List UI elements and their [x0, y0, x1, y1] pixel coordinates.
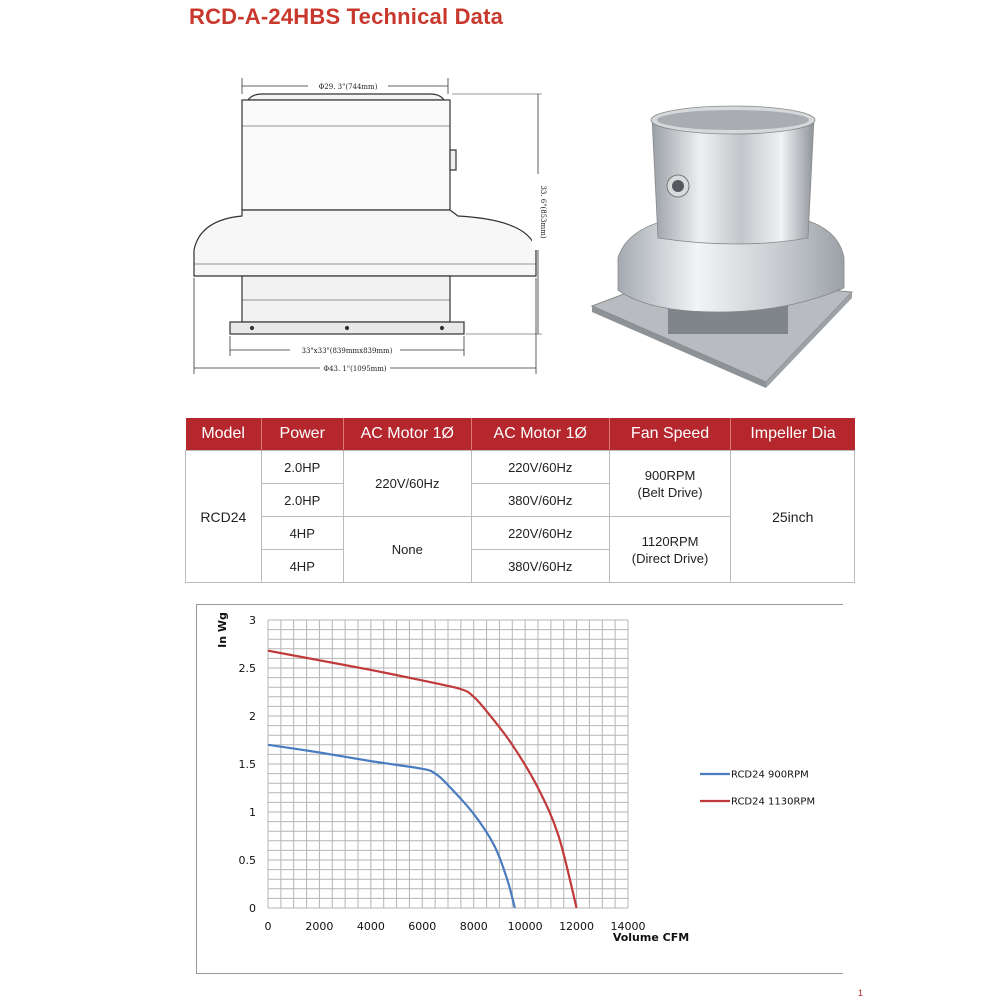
chart-grid	[268, 620, 628, 908]
motor-b-cell: 380V/60Hz	[471, 550, 609, 583]
y-axis-title: In Wg	[216, 612, 229, 648]
header-model: Model	[186, 418, 262, 451]
motor-b-cell: 380V/60Hz	[471, 484, 609, 517]
series-line	[268, 745, 515, 908]
power-cell: 2.0HP	[261, 484, 343, 517]
x-tick-label: 2000	[305, 920, 334, 933]
top-dimension-label: Φ29. 3"(744mm)	[318, 83, 378, 91]
y-tick-label: 1.5	[238, 758, 256, 771]
spec-table	[185, 418, 855, 583]
dimension-drawing	[190, 64, 562, 376]
header-ac-motor-2: AC Motor 1Ø	[471, 418, 609, 451]
base-dimension-label: 33"x33"(839mmx839mm)	[301, 347, 393, 355]
x-tick-label: 10000	[507, 920, 543, 933]
motor-a-cell: 220V/60Hz	[343, 451, 471, 517]
motor-b-cell: 220V/60Hz	[471, 451, 609, 484]
table-header-row	[186, 418, 855, 451]
chart-legend	[700, 770, 815, 808]
x-tick-label: 0	[264, 920, 272, 933]
y-tick-label: 0	[249, 902, 256, 915]
fan-curve-chart	[196, 604, 842, 974]
fan-speed-cell: 900RPM (Belt Drive)	[609, 451, 731, 517]
bottom-dimension-label: Φ43. 1"(1095mm)	[323, 365, 387, 373]
power-cell: 4HP	[261, 550, 343, 583]
y-tick-label: 1	[249, 806, 256, 819]
power-cell: 2.0HP	[261, 451, 343, 484]
x-tick-label: 6000	[408, 920, 437, 933]
x-tick-label: 14000	[610, 920, 646, 933]
page-mark: 1	[858, 988, 864, 998]
x-axis-title: Volume CFM	[612, 931, 690, 944]
x-tick-label: 4000	[356, 920, 385, 933]
header-power: Power	[261, 418, 343, 451]
fan-photo	[588, 98, 860, 388]
y-tick-label: 2.5	[238, 662, 256, 675]
x-tick-label: 8000	[459, 920, 488, 933]
power-cell: 4HP	[261, 517, 343, 550]
x-tick-label: 12000	[559, 920, 595, 933]
x-tick-labels	[265, 920, 646, 933]
header-fan-speed: Fan Speed	[609, 418, 731, 451]
motor-a-cell: None	[343, 517, 471, 583]
table-row	[186, 451, 855, 484]
legend-label: RCD24 1130RPM	[731, 796, 816, 808]
fan-speed-cell: 1120RPM (Direct Drive)	[609, 517, 731, 583]
header-ac-motor: AC Motor 1Ø	[343, 418, 471, 451]
y-tick-labels	[239, 614, 257, 915]
y-tick-label: 0.5	[238, 854, 256, 867]
height-dimension-label: 33. 6"(853mm)	[539, 185, 547, 239]
legend-label: RCD24 900RPM	[731, 769, 809, 781]
motor-b-cell: 220V/60Hz	[471, 517, 609, 550]
impeller-cell: 25inch	[731, 451, 855, 583]
model-cell: RCD24	[186, 451, 262, 583]
header-impeller-dia: Impeller Dia	[731, 418, 855, 451]
y-tick-label: 2	[249, 710, 256, 723]
y-tick-label: 3	[249, 614, 256, 627]
page-title: RCD-A-24HBS Technical Data	[189, 4, 504, 29]
